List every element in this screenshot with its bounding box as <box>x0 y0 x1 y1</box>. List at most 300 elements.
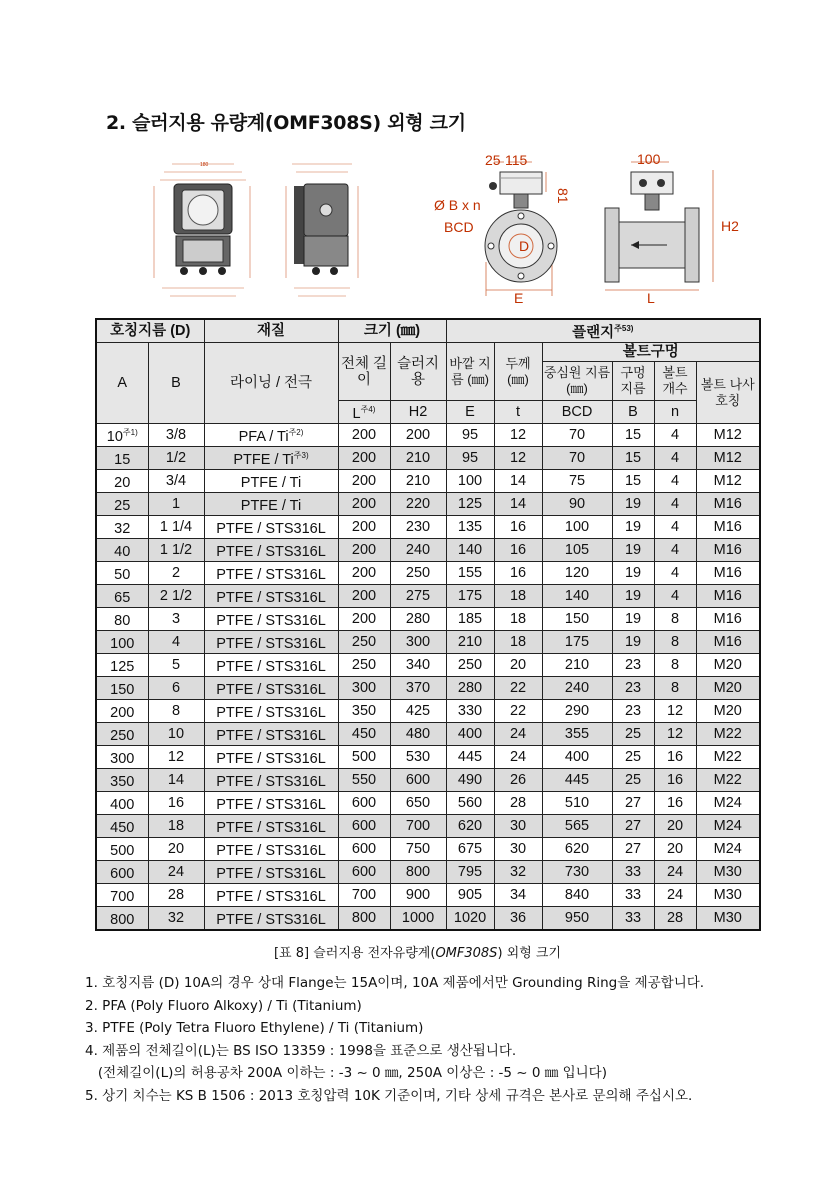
cell-b: 12 <box>148 746 204 769</box>
cell-b: 3 <box>148 608 204 631</box>
cell-l: 350 <box>338 700 390 723</box>
cell-h2: 300 <box>390 631 446 654</box>
header-lining: 라이닝 / 전극 <box>204 343 338 424</box>
cell-a: 350 <box>96 769 148 792</box>
table-row <box>96 447 760 470</box>
cell-t: 24 <box>494 723 542 746</box>
cell-t: 18 <box>494 585 542 608</box>
footnote-item: 3. PTFE (Poly Tetra Fluoro Ethylene) / Ti (Titanium) <box>85 1020 424 1036</box>
cell-t: 18 <box>494 631 542 654</box>
cell-t: 28 <box>494 792 542 815</box>
cell-h2: 600 <box>390 769 446 792</box>
cell-h2: 800 <box>390 861 446 884</box>
cell-bcd: 445 <box>542 769 612 792</box>
header-pcd: 중심원 지름(㎜) <box>542 362 612 401</box>
cell-hole: 33 <box>612 907 654 931</box>
cell-e: 125 <box>446 493 494 516</box>
header-total-length: 전체 길이 <box>338 343 390 401</box>
dim-d: D <box>519 238 530 254</box>
cell-a: 450 <box>96 815 148 838</box>
cell-n: 4 <box>654 424 696 447</box>
cell-n: 4 <box>654 447 696 470</box>
dim-100: 100 <box>637 151 661 167</box>
cell-mat: PTFE / STS316L <box>204 585 338 608</box>
cell-hole: 19 <box>612 585 654 608</box>
cell-e: 675 <box>446 838 494 861</box>
cell-h2: 230 <box>390 516 446 539</box>
cell-b: 18 <box>148 815 204 838</box>
cell-hole: 19 <box>612 562 654 585</box>
cell-bcd: 565 <box>542 815 612 838</box>
cell-a: 32 <box>96 516 148 539</box>
table-row <box>96 608 760 631</box>
table-row <box>96 516 760 539</box>
cell-bcd: 400 <box>542 746 612 769</box>
cell-t: 32 <box>494 861 542 884</box>
cell-e: 1020 <box>446 907 494 931</box>
header-outer-dia: 바깥 지름 (㎜) <box>446 343 494 401</box>
cell-n: 8 <box>654 677 696 700</box>
cell-mat: PTFE / STS316L <box>204 677 338 700</box>
cell-bolt: M24 <box>696 792 760 815</box>
cell-bolt: M16 <box>696 516 760 539</box>
cell-l: 500 <box>338 746 390 769</box>
cell-a: 150 <box>96 677 148 700</box>
cell-e: 95 <box>446 424 494 447</box>
cell-l: 200 <box>338 585 390 608</box>
cell-h2: 480 <box>390 723 446 746</box>
cell-b: 6 <box>148 677 204 700</box>
cell-mat: PTFE / $Ti^{주3)}$ <box>204 447 338 470</box>
cell-e: 135 <box>446 516 494 539</box>
cell-e: 280 <box>446 677 494 700</box>
cell-t: 30 <box>494 815 542 838</box>
table-row <box>96 493 760 516</box>
cell-bcd: 70 <box>542 447 612 470</box>
cell-b: 1 1/2 <box>148 539 204 562</box>
cell-bolt: M12 <box>696 424 760 447</box>
cell-b: 4 <box>148 631 204 654</box>
table-row <box>96 907 760 931</box>
table-row <box>96 769 760 792</box>
cell-a: 100 <box>96 631 148 654</box>
table-row <box>96 838 760 861</box>
cell-mat: PTFE / STS316L <box>204 700 338 723</box>
cell-h2: 530 <box>390 746 446 769</box>
cell-l: 700 <box>338 884 390 907</box>
header-col-a: A <box>96 343 148 424</box>
cell-e: 210 <box>446 631 494 654</box>
cell-h2: 200 <box>390 424 446 447</box>
cell-t: 16 <box>494 539 542 562</box>
header-col-b: B <box>148 343 204 424</box>
dim-bcd: BCD <box>444 219 474 235</box>
cell-hole: 33 <box>612 884 654 907</box>
cell-hole: 19 <box>612 608 654 631</box>
cell-hole: 27 <box>612 792 654 815</box>
header-sym-e: E <box>446 401 494 424</box>
footnote-item: 4. 제품의 전체길이(L)는 BS ISO 13359 : 1998을 표준으로 생산됩니다. <box>85 1042 517 1059</box>
cell-bolt: M16 <box>696 631 760 654</box>
cell-a: 600 <box>96 861 148 884</box>
cell-t: 36 <box>494 907 542 931</box>
cell-e: 175 <box>446 585 494 608</box>
cell-hole: 15 <box>612 447 654 470</box>
cell-h2: 210 <box>390 470 446 493</box>
dim-bolt-hole: Ø B x n <box>434 197 481 213</box>
cell-bolt: M22 <box>696 769 760 792</box>
cell-h2: 425 <box>390 700 446 723</box>
cell-mat: PTFE / Ti <box>204 470 338 493</box>
cell-b: 3/8 <box>148 424 204 447</box>
cell-a: 20 <box>96 470 148 493</box>
cell-mat: PTFE / STS316L <box>204 815 338 838</box>
converter-front-drawing <box>150 158 255 303</box>
cell-bolt: M12 <box>696 447 760 470</box>
cell-hole: 15 <box>612 424 654 447</box>
cell-n: 28 <box>654 907 696 931</box>
cell-bcd: 175 <box>542 631 612 654</box>
cell-b: 5 <box>148 654 204 677</box>
table-row <box>96 631 760 654</box>
cell-bolt: M16 <box>696 608 760 631</box>
cell-t: 22 <box>494 700 542 723</box>
cell-t: 30 <box>494 838 542 861</box>
cell-hole: 19 <box>612 493 654 516</box>
cell-hole: 23 <box>612 677 654 700</box>
table-row <box>96 723 760 746</box>
cell-l: 200 <box>338 493 390 516</box>
cell-h2: 240 <box>390 539 446 562</box>
cell-bcd: 290 <box>542 700 612 723</box>
cell-bolt: M22 <box>696 746 760 769</box>
svg-text:180: 180 <box>200 162 209 168</box>
cell-bcd: 240 <box>542 677 612 700</box>
cell-bcd: 120 <box>542 562 612 585</box>
cell-mat: PTFE / STS316L <box>204 562 338 585</box>
header-sym-n: n <box>654 401 696 424</box>
cell-e: 400 <box>446 723 494 746</box>
cell-b: 1 1/4 <box>148 516 204 539</box>
cell-bcd: 140 <box>542 585 612 608</box>
cell-a: 125 <box>96 654 148 677</box>
flange-end-drawing <box>420 150 575 310</box>
cell-bcd: 70 <box>542 424 612 447</box>
cell-a: $10^{주1)}$ <box>96 424 148 447</box>
cell-b: 1 <box>148 493 204 516</box>
cell-h2: 250 <box>390 562 446 585</box>
table-row <box>96 861 760 884</box>
cell-mat: PTFE / STS316L <box>204 838 338 861</box>
cell-n: 16 <box>654 769 696 792</box>
cell-h2: 275 <box>390 585 446 608</box>
cell-bcd: 90 <box>542 493 612 516</box>
header-sym-t: t <box>494 401 542 424</box>
table-row <box>96 470 760 493</box>
cell-bolt: M20 <box>696 654 760 677</box>
dim-115: 115 <box>505 152 528 168</box>
cell-n: 16 <box>654 792 696 815</box>
cell-e: 560 <box>446 792 494 815</box>
cell-t: 34 <box>494 884 542 907</box>
cell-mat: PTFE / STS316L <box>204 516 338 539</box>
header-sym-bcd: BCD <box>542 401 612 424</box>
cell-bolt: M16 <box>696 585 760 608</box>
cell-l: 250 <box>338 654 390 677</box>
cell-hole: 27 <box>612 838 654 861</box>
cell-e: 795 <box>446 861 494 884</box>
cell-a: 25 <box>96 493 148 516</box>
cell-h2: 750 <box>390 838 446 861</box>
cell-b: 2 1/2 <box>148 585 204 608</box>
cell-n: 4 <box>654 562 696 585</box>
cell-n: 24 <box>654 861 696 884</box>
cell-bcd: 75 <box>542 470 612 493</box>
cell-t: 12 <box>494 424 542 447</box>
cell-l: 600 <box>338 861 390 884</box>
cell-a: 50 <box>96 562 148 585</box>
cell-h2: 1000 <box>390 907 446 931</box>
cell-h2: 340 <box>390 654 446 677</box>
dimension-table <box>95 318 761 931</box>
footnote-item: 5. 상기 치수는 KS B 1506 : 2013 호칭압력 10K 기준이며, 기타 상세 규격은 본사로 문의해 주십시오. <box>85 1087 693 1104</box>
cell-hole: 19 <box>612 539 654 562</box>
header-thickness: 두께 (㎜) <box>494 343 542 401</box>
cell-bolt: M30 <box>696 884 760 907</box>
cell-bolt: M12 <box>696 470 760 493</box>
cell-bolt: M24 <box>696 815 760 838</box>
cell-bcd: 510 <box>542 792 612 815</box>
dim-e: E <box>514 290 524 306</box>
table-caption: [표 8] 슬러지용 전자유량계(OMF308S) 외형 크기 <box>273 946 562 961</box>
cell-l: 300 <box>338 677 390 700</box>
cell-l: 200 <box>338 562 390 585</box>
cell-n: 4 <box>654 516 696 539</box>
cell-e: 155 <box>446 562 494 585</box>
cell-b: 1/2 <box>148 447 204 470</box>
header-bolt-count: 볼트 개수 <box>654 362 696 401</box>
cell-mat: PTFE / STS316L <box>204 631 338 654</box>
cell-bolt: M24 <box>696 838 760 861</box>
cell-e: 620 <box>446 815 494 838</box>
cell-hole: 19 <box>612 631 654 654</box>
cell-h2: 280 <box>390 608 446 631</box>
cell-a: 300 <box>96 746 148 769</box>
header-hole-dia: 구멍 지름 <box>612 362 654 401</box>
cell-n: 4 <box>654 539 696 562</box>
cell-bcd: 100 <box>542 516 612 539</box>
cell-n: 24 <box>654 884 696 907</box>
cell-mat: PTFE / STS316L <box>204 654 338 677</box>
cell-t: 16 <box>494 562 542 585</box>
cell-hole: 23 <box>612 700 654 723</box>
cell-t: 18 <box>494 608 542 631</box>
cell-e: 185 <box>446 608 494 631</box>
header-flange: 플랜지$^{주53)}$ <box>446 319 760 343</box>
cell-n: 8 <box>654 631 696 654</box>
table-row <box>96 815 760 838</box>
cell-mat: PTFE / Ti <box>204 493 338 516</box>
cell-hole: 15 <box>612 470 654 493</box>
cell-hole: 23 <box>612 654 654 677</box>
cell-b: 32 <box>148 907 204 931</box>
table-row <box>96 884 760 907</box>
cell-t: 22 <box>494 677 542 700</box>
cell-l: 550 <box>338 769 390 792</box>
cell-bcd: 620 <box>542 838 612 861</box>
cell-t: 20 <box>494 654 542 677</box>
table-row <box>96 562 760 585</box>
cell-e: 100 <box>446 470 494 493</box>
cell-mat: PTFE / STS316L <box>204 907 338 931</box>
table-row <box>96 585 760 608</box>
header-bolt-hole: 볼트구멍 <box>542 343 760 362</box>
cell-bcd: 950 <box>542 907 612 931</box>
cell-b: 16 <box>148 792 204 815</box>
cell-a: 40 <box>96 539 148 562</box>
cell-n: 20 <box>654 815 696 838</box>
cell-l: 200 <box>338 470 390 493</box>
dim-h2: H2 <box>721 218 739 234</box>
cell-mat: PTFE / STS316L <box>204 723 338 746</box>
header-bolt-thread: 볼트 나사 호칭 <box>696 362 760 424</box>
cell-h2: 220 <box>390 493 446 516</box>
table-row <box>96 700 760 723</box>
cell-e: 905 <box>446 884 494 907</box>
cell-mat: PTFE / STS316L <box>204 769 338 792</box>
cell-hole: 19 <box>612 516 654 539</box>
cell-hole: 27 <box>612 815 654 838</box>
table-row <box>96 792 760 815</box>
table-row <box>96 424 760 447</box>
header-size: 크기 (㎜) <box>338 319 446 343</box>
cell-hole: 25 <box>612 769 654 792</box>
cell-mat: PTFE / STS316L <box>204 608 338 631</box>
cell-b: 8 <box>148 700 204 723</box>
meter-side-drawing <box>595 150 750 310</box>
header-sym-b: B <box>612 401 654 424</box>
cell-mat: PTFE / STS316L <box>204 792 338 815</box>
header-sym-l: $L^{주4)}$ <box>338 401 390 424</box>
cell-t: 12 <box>494 447 542 470</box>
cell-a: 250 <box>96 723 148 746</box>
cell-e: 330 <box>446 700 494 723</box>
table-row <box>96 654 760 677</box>
cell-bcd: 210 <box>542 654 612 677</box>
cell-t: 14 <box>494 493 542 516</box>
cell-e: 490 <box>446 769 494 792</box>
cell-bcd: 105 <box>542 539 612 562</box>
footnote-item: (전체길이(L)의 허용공차 200A 이하는 : -3 ~ 0 ㎜, 250A 이상은 : -5 ~ 0 ㎜ 입니다) <box>85 1065 607 1081</box>
cell-hole: 33 <box>612 861 654 884</box>
cell-bolt: M20 <box>696 700 760 723</box>
cell-b: 3/4 <box>148 470 204 493</box>
cell-t: 16 <box>494 516 542 539</box>
header-sym-h2: H2 <box>390 401 446 424</box>
cell-a: 800 <box>96 907 148 931</box>
table-row <box>96 539 760 562</box>
cell-h2: 650 <box>390 792 446 815</box>
cell-mat: PTFE / STS316L <box>204 884 338 907</box>
cell-bolt: M16 <box>696 493 760 516</box>
cell-t: 14 <box>494 470 542 493</box>
cell-n: 4 <box>654 470 696 493</box>
cell-h2: 210 <box>390 447 446 470</box>
footnote-item: 2. PFA (Poly Fluoro Alkoxy) / Ti (Titanium) <box>85 997 362 1014</box>
cell-bolt: M16 <box>696 562 760 585</box>
cell-a: 65 <box>96 585 148 608</box>
cell-l: 200 <box>338 608 390 631</box>
dim-l: L <box>647 290 655 306</box>
cell-mat: PTFE / STS316L <box>204 861 338 884</box>
cell-bcd: 150 <box>542 608 612 631</box>
cell-e: 140 <box>446 539 494 562</box>
cell-a: 400 <box>96 792 148 815</box>
footnote-item: 1. 호칭지름 (D) 10A의 경우 상대 Flange는 15A이며, 10A 제품에서만 Grounding Ring을 제공합니다. <box>85 975 705 991</box>
cell-b: 20 <box>148 838 204 861</box>
cell-n: 8 <box>654 608 696 631</box>
cell-n: 12 <box>654 723 696 746</box>
cell-l: 450 <box>338 723 390 746</box>
converter-side-drawing <box>282 158 362 303</box>
cell-a: 15 <box>96 447 148 470</box>
cell-bolt: M20 <box>696 677 760 700</box>
dim-81: 81 <box>555 188 571 204</box>
cell-a: 200 <box>96 700 148 723</box>
cell-mat: PFA / $Ti^{주2)}$ <box>204 424 338 447</box>
cell-a: 700 <box>96 884 148 907</box>
cell-h2: 700 <box>390 815 446 838</box>
cell-n: 4 <box>654 493 696 516</box>
cell-n: 20 <box>654 838 696 861</box>
cell-hole: 25 <box>612 746 654 769</box>
table-row <box>96 677 760 700</box>
footnotes <box>85 972 704 1107</box>
cell-n: 12 <box>654 700 696 723</box>
cell-mat: PTFE / STS316L <box>204 746 338 769</box>
cell-t: 24 <box>494 746 542 769</box>
header-material: 재질 <box>204 319 338 343</box>
cell-l: 600 <box>338 838 390 861</box>
cell-l: 200 <box>338 539 390 562</box>
cell-l: 600 <box>338 792 390 815</box>
cell-bcd: 355 <box>542 723 612 746</box>
cell-hole: 25 <box>612 723 654 746</box>
cell-l: 200 <box>338 424 390 447</box>
cell-b: 24 <box>148 861 204 884</box>
cell-l: 200 <box>338 447 390 470</box>
cell-b: 2 <box>148 562 204 585</box>
cell-a: 80 <box>96 608 148 631</box>
cell-bolt: M30 <box>696 907 760 931</box>
cell-l: 600 <box>338 815 390 838</box>
cell-l: 200 <box>338 516 390 539</box>
header-sludge: 슬러지 용 <box>390 343 446 401</box>
page-title: 2. 슬러지용 유량계(OMF308S) 외형 크기 <box>106 112 466 134</box>
cell-bcd: 840 <box>542 884 612 907</box>
cell-e: 445 <box>446 746 494 769</box>
table-row <box>96 746 760 769</box>
cell-mat: PTFE / STS316L <box>204 539 338 562</box>
cell-bolt: M30 <box>696 861 760 884</box>
cell-bcd: 730 <box>542 861 612 884</box>
cell-b: 28 <box>148 884 204 907</box>
cell-bolt: M22 <box>696 723 760 746</box>
header-nominal: 호칭지름 (D) <box>96 319 204 343</box>
cell-a: 500 <box>96 838 148 861</box>
cell-e: 95 <box>446 447 494 470</box>
cell-h2: 900 <box>390 884 446 907</box>
